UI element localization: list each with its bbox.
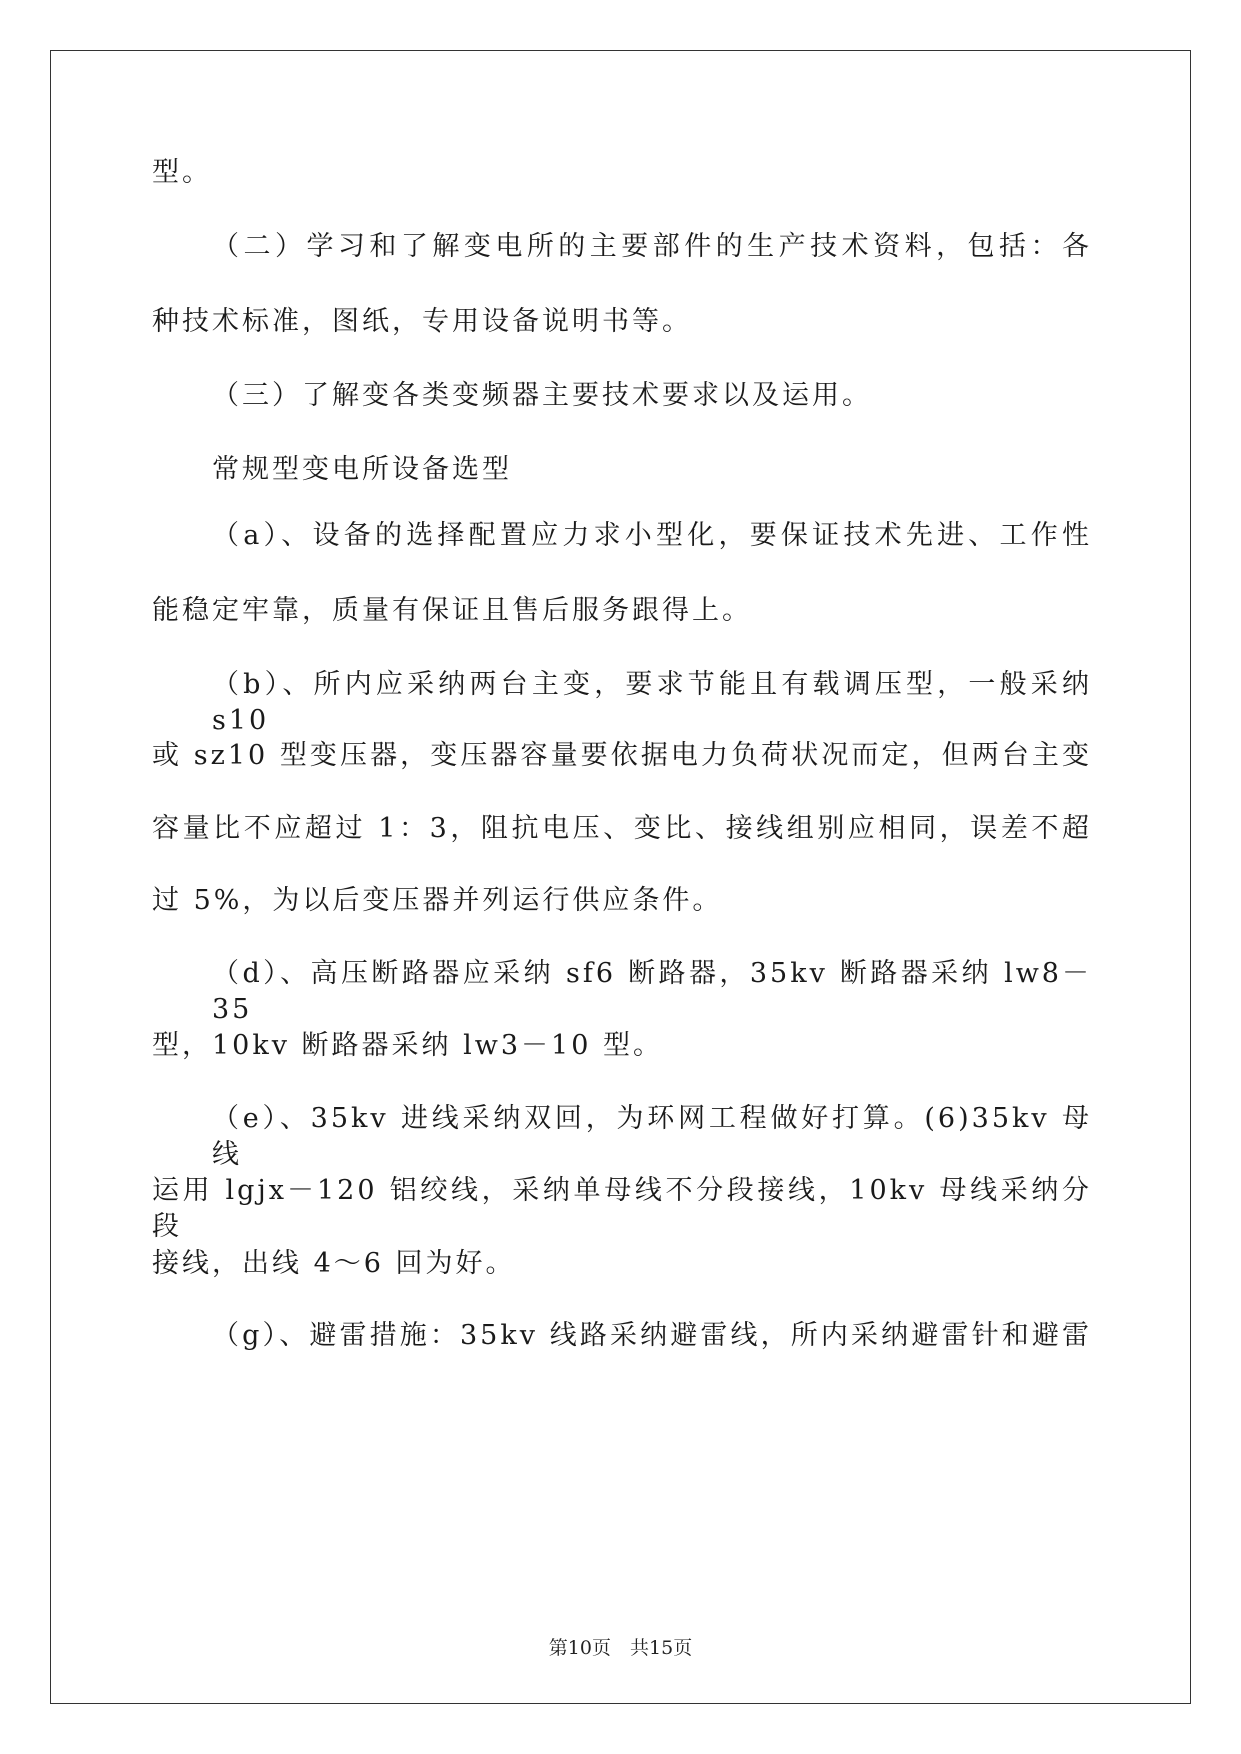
paragraph-line: （a）、设备的选择配置应力求小型化，要保证技术先进、工作性: [212, 520, 1092, 551]
section-heading: 常规型变电所设备选型: [212, 454, 512, 485]
footer-prefix: 第: [548, 1637, 568, 1659]
paragraph-line: （二）学习和了解变电所的主要部件的生产技术资料，包括：各: [212, 231, 1092, 262]
paragraph-line: （三）了解变各类变频器主要技术要求以及运用。: [212, 380, 872, 411]
current-page-number: 10: [567, 1637, 592, 1659]
footer-suffix: 页: [673, 1637, 693, 1659]
page-border: [50, 50, 1191, 1704]
total-pages-number: 15: [649, 1637, 674, 1659]
paragraph-line: 容量比不应超过 1：3，阻抗电压、变比、接线组别应相同，误差不超: [152, 813, 1092, 844]
paragraph-line: 能稳定牢靠，质量有保证且售后服务跟得上。: [152, 595, 752, 626]
paragraph-line: 运用 lgjx－120 铝绞线，采纳单母线不分段接线，10kv 母线采纳分段: [152, 1175, 1092, 1242]
paragraph-line: 接线，出线 4～6 回为好。: [152, 1248, 516, 1279]
footer-mid: 页 共: [591, 1637, 649, 1659]
paragraph-line: 型。: [152, 157, 212, 188]
paragraph-line: 型，10kv 断路器采纳 lw3－10 型。: [152, 1030, 663, 1061]
paragraph-line: （g）、避雷措施：35kv 线路采纳避雷线，所内采纳避雷针和避雷: [212, 1320, 1092, 1351]
paragraph-line: （e）、35kv 进线采纳双回，为环网工程做好打算。(6)35kv 母线: [212, 1103, 1092, 1170]
paragraph-line: （b）、所内应采纳两台主变，要求节能且有载调压型，一般采纳 s10: [212, 669, 1092, 736]
paragraph-line: 种技术标准，图纸，专用设备说明书等。: [152, 306, 692, 337]
paragraph-line: 过 5%，为以后变压器并列运行供应条件。: [152, 885, 723, 916]
paragraph-line: 或 sz10 型变压器，变压器容量要依据电力负荷状况而定，但两台主变: [152, 740, 1092, 771]
page-footer: [0, 1636, 1241, 1660]
paragraph-line: （d）、高压断路器应采纳 sf6 断路器，35kv 断路器采纳 lw8－35: [212, 958, 1092, 1025]
